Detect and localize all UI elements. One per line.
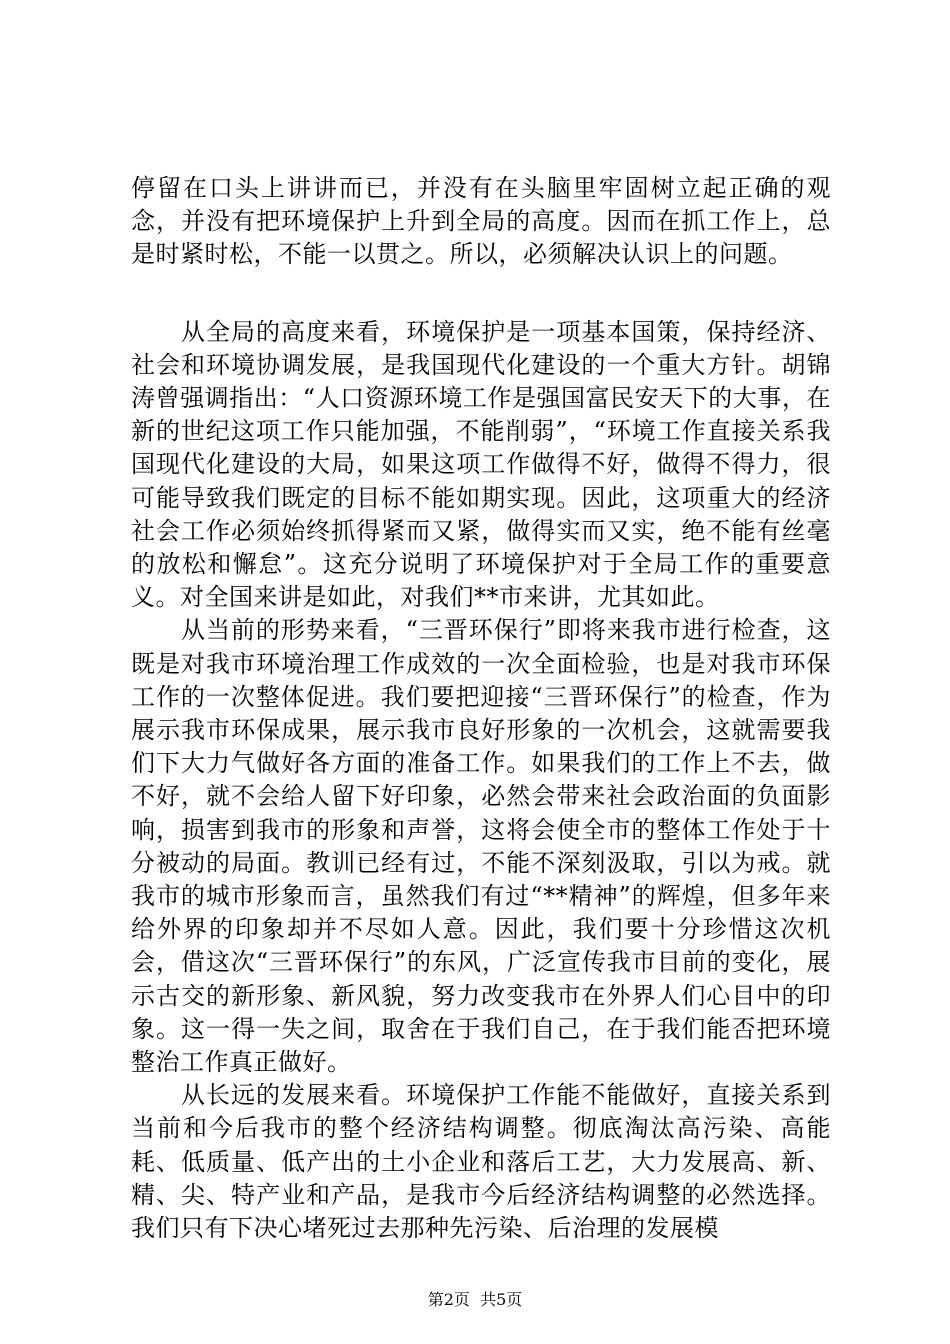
- paragraph-overall-view: 从全局的高度来看，环境保护是一项基本国策，保持经济、社会和环境协调发展，是我国现代化建设的一个重大方针。胡锦涛曾强调指出：“人口资源环境工作是强国富民安天下的大事，在新的世纪这项工作只能加强，不能削弱”，“环境工作直接关系我国现代化建设的大局，如果这项工作做得不好，做得不得力，很可能导致我们既定的目标不能如期实现。因此，这项重大的经济社会工作必须始终抓得紧而又紧，做得实而又实，绝不能有丝毫的放松和懈怠”。这充分说明了环境保护对于全局工作的重要意义。对全国来讲是如此，对我们**市来讲，尤其如此。: [131, 317, 831, 612]
- paragraph-gap: [131, 272, 831, 316]
- page-number-footer: 第2页 共5页: [427, 1290, 523, 1309]
- paragraph-continuation: 停留在口头上讲讲而已，并没有在头脑里牢固树立起正确的观念，并没有把环境保护上升到全局的高度。因而在抓工作上，总是时紧时松，不能一以贯之。所以，必须解决认识上的问题。: [131, 174, 831, 269]
- document-body: [131, 172, 831, 1245]
- paragraph-current-situation: 从当前的形势来看，“三晋环保行”即将来我市进行检查，这既是对我市环境治理工作成效的一次全面检验，也是对我市环保工作的一次整体促进。我们要把迎接“三晋环保行”的检查，作为展示我市环保成果，展示我市良好形象的一次机会，这就需要我们下大力气做好各方面的准备工作。如果我们的工作上不去，做不好，就不会给人留下好印象，必然会带来社会政治面的负面影响，损害到我市的形象和声誉，这将会使全市的整体工作处于十分被动的局面。教训已经有过，不能不深刻汲取，引以为戒。就我市的城市形象而言，虽然我们有过“**精神”的辉煌，但多年来给外界的印象却并不尽如人意。因此，我们要十分珍惜这次机会，借这次“三晋环保行”的东风，广泛宣传我市目前的变化，展示古交的新形象、新风貌，努力改变我市在外界人们心目中的印象。这一得一失之间，取舍在于我们自己，在于我们能否把环境整治工作真正做好。: [131, 616, 831, 1077]
- paragraph-long-term: 从长远的发展来看。环境保护工作能不能做好，直接关系到当前和今后我市的整个经济结构调整。彻底淘汰高污染、高能耗、低质量、低产出的土小企业和落后工艺，大力发展高、新、精、尖、特产业和产品，是我市今后经济结构调整的必然选择。我们只有下决心堵死过去那种先污染、后治理的发展模: [131, 1081, 831, 1243]
